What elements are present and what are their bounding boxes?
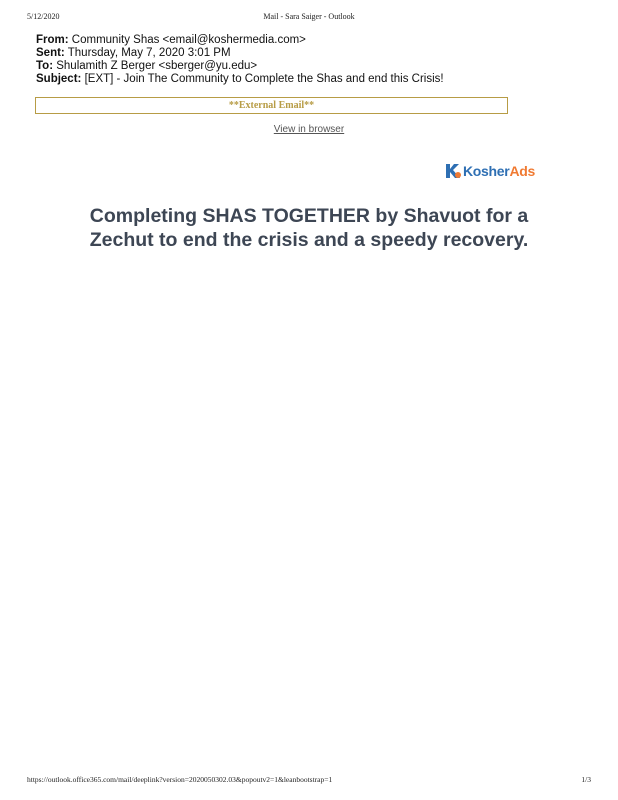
from-value: Community Shas <email@koshermedia.com> [71, 34, 306, 46]
logo-text-ads: Ads [509, 163, 535, 179]
to-value: Shulamith Z Berger <sberger@yu.edu> [56, 60, 258, 72]
print-date: 5/12/2020 [27, 12, 60, 21]
external-email-text: **External Email** [228, 100, 315, 111]
from-label: From: [36, 34, 69, 46]
view-in-browser-link[interactable]: View in browser [273, 124, 345, 135]
headline-line-1: Completing SHAS TOGETHER by Shavuot for a [89, 205, 529, 227]
to-label: To: [36, 60, 54, 72]
print-title: Mail - Sara Saiger - Outlook [263, 12, 355, 21]
kosherads-logo[interactable] [444, 161, 535, 181]
sent-label: Sent: [36, 47, 65, 59]
sent-value: Thursday, May 7, 2020 3:01 PM [67, 47, 231, 59]
subject-label: Subject: [36, 73, 82, 85]
email-header [36, 34, 596, 86]
kosherads-logo-text [463, 163, 535, 179]
headline [60, 204, 558, 252]
headline-line-2: Zechut to end the crisis and a speedy recovery. [89, 229, 529, 251]
from-row [36, 34, 596, 47]
sent-row [36, 47, 596, 60]
subject-value: [EXT] - Join The Community to Complete the Shas and end this Crisis! [84, 73, 444, 85]
print-footer-url: https://outlook.office365.com/mail/deeplink?version=2020050302.03&popoutv2=1&leanbootstrap=1 [27, 775, 333, 784]
kosherads-logo-icon [444, 162, 462, 180]
external-email-banner [35, 97, 508, 114]
to-row [36, 60, 596, 73]
subject-row [36, 73, 596, 86]
logo-text-kosher: Kosher [463, 163, 510, 179]
print-footer-page: 1/3 [581, 775, 591, 784]
